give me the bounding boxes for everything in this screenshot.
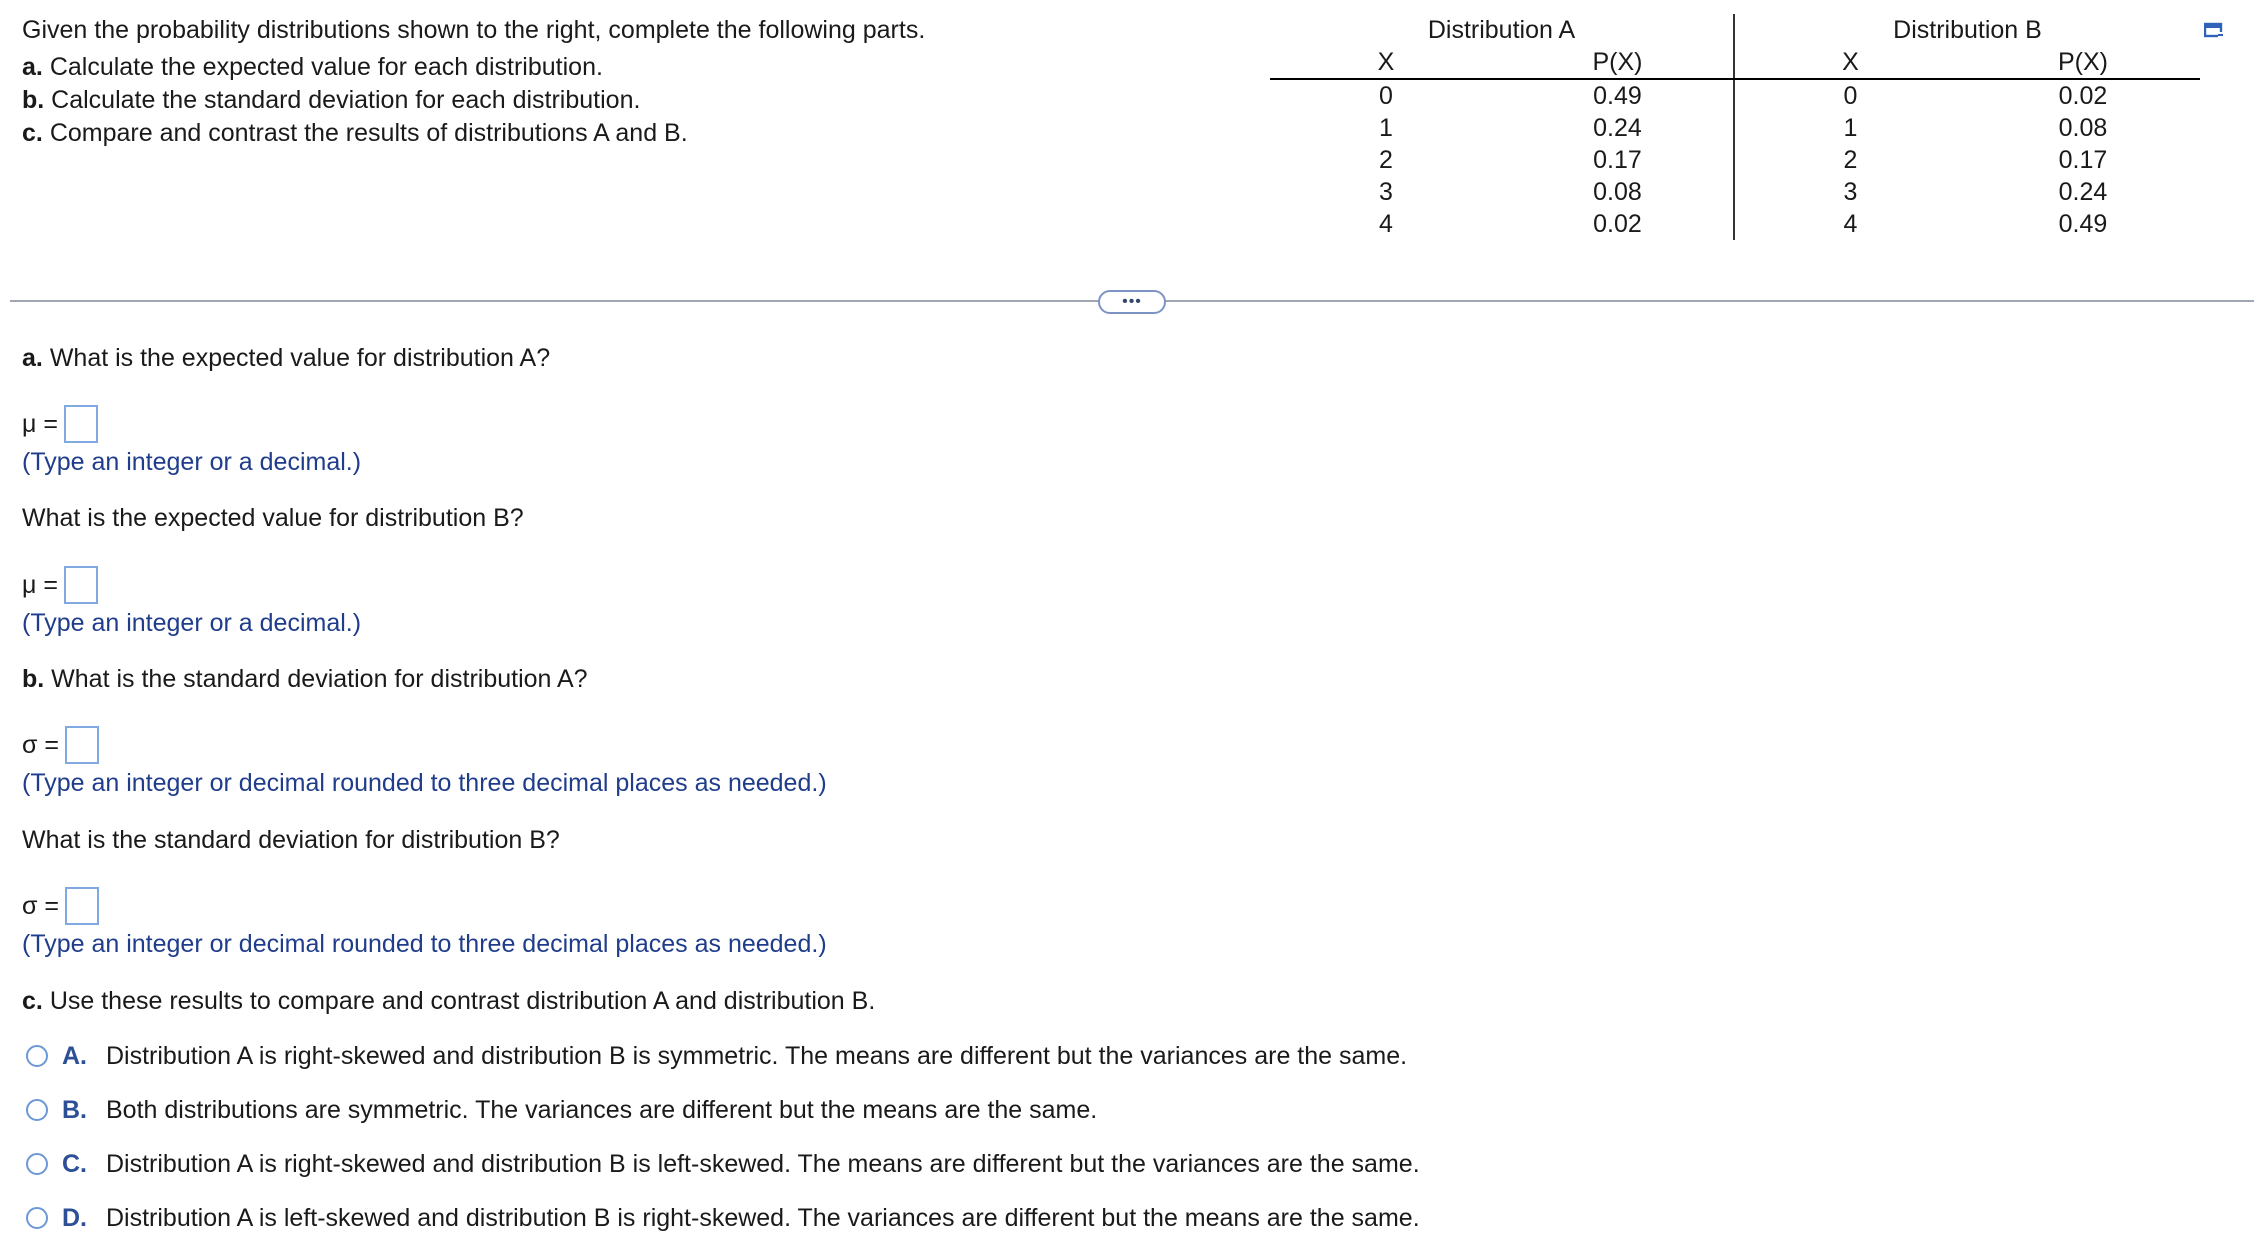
table-row: 3 0.08 3 0.24 bbox=[1379, 178, 2108, 206]
col-x-a: X bbox=[1270, 46, 1502, 79]
sigma-b-input[interactable] bbox=[65, 887, 99, 925]
distribution-b-title: Distribution B bbox=[1893, 16, 2042, 44]
mu-a-row bbox=[22, 404, 98, 444]
part-c: c. Compare and contrast the results of distributions A and B. bbox=[22, 119, 688, 147]
sigma-a-input[interactable] bbox=[65, 726, 99, 764]
radio-option-b[interactable] bbox=[26, 1099, 48, 1121]
option-d[interactable]: D. Distribution A is left-skewed and distribution B is right-skewed. The variances are different but the means are the same. bbox=[26, 1202, 1420, 1234]
question-expected-b: What is the expected value for distribution B? bbox=[22, 504, 524, 532]
table-row: 0 0.49 0 0.02 bbox=[1270, 79, 2200, 112]
radio-option-a[interactable] bbox=[26, 1045, 48, 1067]
part-b: b. Calculate the standard deviation for each distribution. bbox=[22, 86, 641, 114]
mu-symbol: μ = bbox=[22, 410, 58, 438]
col-x-b: X bbox=[1734, 46, 1966, 79]
radio-option-c[interactable] bbox=[26, 1153, 48, 1175]
mu-b-row bbox=[22, 565, 98, 605]
hint-sigma-a: (Type an integer or decimal rounded to three decimal places as needed.) bbox=[22, 769, 827, 797]
hint-mu-b: (Type an integer or a decimal.) bbox=[22, 609, 362, 637]
table-row: 2 0.17 2 0.17 bbox=[1379, 146, 2108, 174]
question-b-sd-a: b. What is the standard deviation for distribution A? bbox=[22, 665, 588, 693]
table-row: 1 0.24 1 0.08 bbox=[1379, 114, 2108, 142]
distribution-table bbox=[1270, 14, 2200, 240]
distribution-a-title: Distribution A bbox=[1270, 14, 1734, 46]
mu-b-input[interactable] bbox=[64, 566, 98, 604]
hint-mu-a: (Type an integer or a decimal.) bbox=[22, 448, 362, 476]
table-row: 4 0.02 4 0.49 bbox=[1379, 210, 2108, 238]
option-a[interactable]: A. Distribution A is right-skewed and distribution B is symmetric. The means are different but the variances are the same. bbox=[26, 1040, 1407, 1072]
hint-sigma-b: (Type an integer or decimal rounded to three decimal places as needed.) bbox=[22, 930, 827, 958]
part-a: a. Calculate the expected value for each distribution. bbox=[22, 53, 603, 81]
question-c-compare: c. Use these results to compare and contrast distribution A and distribution B. bbox=[22, 987, 876, 1015]
question-sd-b: What is the standard deviation for distribution B? bbox=[22, 826, 560, 854]
sigma-symbol: σ = bbox=[22, 731, 59, 759]
question-a-expected-a: a. What is the expected value for distribution A? bbox=[22, 344, 551, 372]
radio-option-d[interactable] bbox=[26, 1207, 48, 1229]
mu-symbol: μ = bbox=[22, 571, 58, 599]
col-px-b: P(X) bbox=[1966, 46, 2200, 79]
more-button[interactable]: ••• bbox=[1098, 290, 1166, 314]
col-px-a: P(X) bbox=[1502, 46, 1734, 79]
mu-a-input[interactable] bbox=[64, 405, 98, 443]
sigma-symbol: σ = bbox=[22, 892, 59, 920]
option-c[interactable]: C. Distribution A is right-skewed and distribution B is left-skewed. The means are different but the variances are the same. bbox=[26, 1148, 1420, 1180]
question-parts bbox=[22, 51, 688, 150]
sigma-b-row bbox=[22, 886, 99, 926]
question-intro: Given the probability distributions shown to the right, complete the following parts. bbox=[22, 16, 926, 44]
collapse-icon[interactable] bbox=[2204, 22, 2224, 40]
option-b[interactable]: B. Both distributions are symmetric. The variances are different but the means are the same. bbox=[26, 1094, 1097, 1126]
sigma-a-row bbox=[22, 725, 99, 765]
